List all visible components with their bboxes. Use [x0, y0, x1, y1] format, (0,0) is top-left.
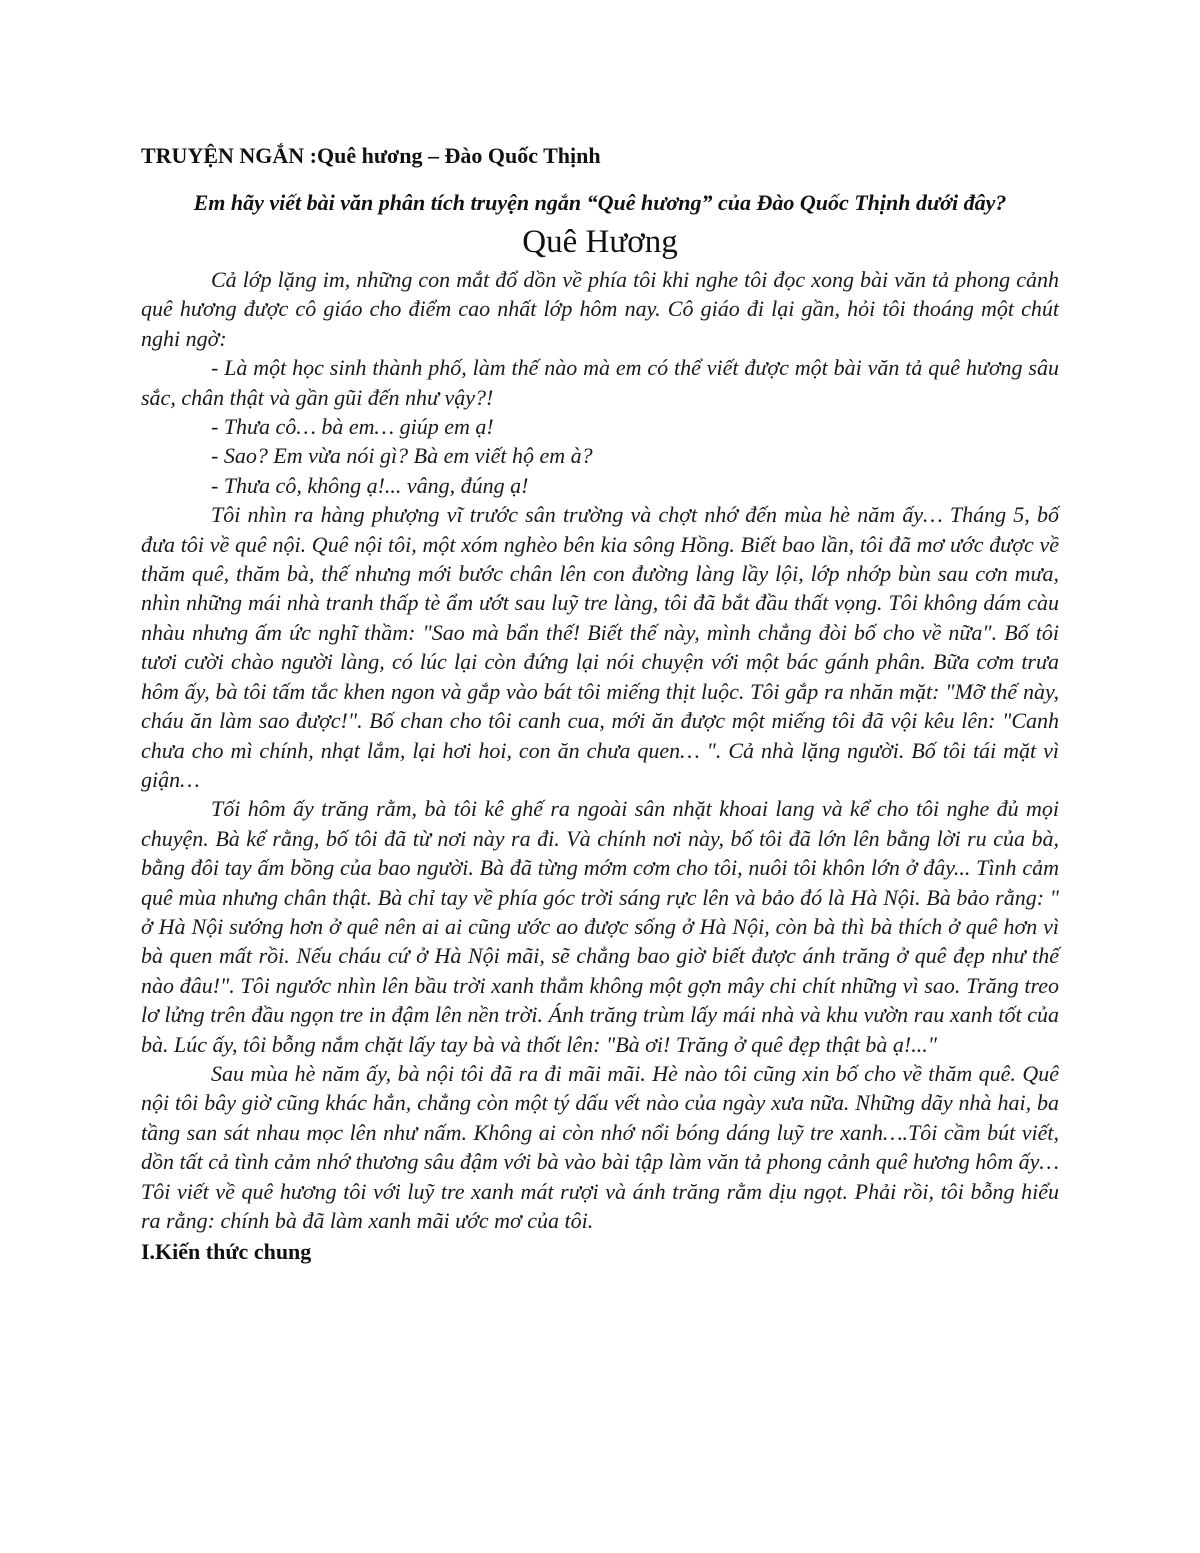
- document-heading: TRUYỆN NGẮN :Quê hương – Đào Quốc Thịnh: [141, 143, 601, 168]
- story-paragraph: Sau mùa hè năm ấy, bà nội tôi đã ra đi mãi mãi. Hè nào tôi cũng xin bố cho về thăm quê. Quê nội tôi bây giờ cũng khác hẳn, chẳng còn một tý dấu vết nào của ngày xưa nữa. Những dãy nhà hai, ba tầng san sát nhau mọc lên như nấm. Không ai còn nhớ nổi bóng dáng luỹ tre xanh….Tôi cầm bút viết, dồn tất cả tình cảm nhớ thương sâu đậm với bà vào bài tập làm văn tả phong cảnh quê hương hôm ấy… Tôi viết về quê hương tôi với luỹ tre xanh mát rượi và ánh trăng rằm dịu ngọt. Phải rồi, tôi bỗng hiểu ra rằng: chính bà đã làm xanh mãi ước mơ của tôi.: [141, 1060, 1059, 1233]
- story-paragraph: Tôi nhìn ra hàng phượng vĩ trước sân trường và chợt nhớ đến mùa hè năm ấy… Tháng 5, bố đưa tôi về quê nội. Quê nội tôi, một xóm nghèo bên kia sông Hồng. Biết bao lần, tôi đã mơ ước được về thăm quê, thăm bà, thế nhưng mới bước chân lên con đường làng lầy lội, lớp nhớp bùn sau cơn mưa, nhìn những mái nhà tranh thấp tè ẩm ướt sau luỹ tre làng, tôi đã bắt đầu thất vọng. Tôi không dám càu nhàu nhưng ấm ức nghĩ thầm: "Sao mà bẩn thế! Biết thế này, mình chẳng đòi bố cho về nữa". Bố tôi tươi cười chào người làng, có lúc lại còn đứng lại nói chuyện với một bác gánh phân. Bữa cơm trưa hôm ấy, bà tôi tấm tắc khen ngon và gắp vào bát tôi miếng thịt luộc. Tôi gắp ra nhăn mặt: "Mỡ thế này, cháu ăn làm sao được!". Bố chan cho tôi canh cua, mới ăn được một miếng tôi đã vội kêu lên: "Canh chưa cho mì chính, nhạt lắm, lại hơi hoi, con ăn chưa quen… ". Cả nhà lặng người. Bố tôi tái mặt vì giận…: [141, 502, 1059, 792]
- story-paragraph: Tối hôm ấy trăng rằm, bà tôi kê ghế ra ngoài sân nhặt khoai lang và kể cho tôi nghe đủ mọi chuyện. Bà kể rằng, bố tôi đã từ nơi này ra đi. Và chính nơi này, bố tôi đã lớn lên bằng lời ru của bà, bằng đôi tay ấm bồng của bao người. Bà đã từng mớm cơm cho tôi, nuôi tôi khôn lớn ở đây... Tình cảm quê mùa nhưng chân thật. Bà chỉ tay về phía góc trời sáng rực lên và bảo đó là Hà Nội. Bà bảo rằng: " ở Hà Nội sướng hơn ở quê nên ai ai cũng ước ao được sống ở Hà Nội, còn bà thì bà thích ở quê hơn vì bà quen mất rồi. Nếu cháu cứ ở Hà Nội mãi, sẽ chẳng bao giờ biết được ánh trăng ở quê đẹp như thế nào đâu!". Tôi ngước nhìn lên bầu trời xanh thẳm không một gợn mây chi chít những vì sao. Trăng treo lơ lửng trên đầu ngọn tre in đậm lên nền trời. Ánh trăng trùm lấy mái nhà và khu vườn rau xanh tốt của bà. Lúc ấy, tôi bỗng nắm chặt lấy tay bà và thốt lên: "Bà ơi! Trăng ở quê đẹp thật bà ạ!...": [141, 796, 1059, 1057]
- section-heading: I.Kiến thức chung: [141, 1239, 312, 1265]
- story-title: Quê Hương: [522, 224, 678, 260]
- story-paragraph: - Thưa cô… bà em… giúp em ạ!: [211, 414, 494, 440]
- document-content: [141, 141, 1059, 1267]
- assignment-question: Em hãy viết bài văn phân tích truyện ngắn “Quê hương” của Đào Quốc Thịnh dưới đây?: [193, 190, 1007, 215]
- story-paragraph: - Sao? Em vừa nói gì? Bà em viết hộ em à?: [211, 443, 593, 469]
- story-paragraph: - Là một học sinh thành phố, làm thế nào mà em có thể viết được một bài văn tả quê hương sâu sắc, chân thật và gần gũi đến như vậy?!: [141, 355, 1059, 410]
- story-paragraph: - Thưa cô, không ạ!... vâng, đúng ạ!: [211, 472, 529, 498]
- story-paragraph: Cả lớp lặng im, những con mắt đổ dồn về phía tôi khi nghe tôi đọc xong bài văn tả phong cảnh quê hương được cô giáo cho điểm cao nhất lớp hôm nay. Cô giáo đi lại gần, hỏi tôi thoáng một chút nghi ngờ:: [141, 267, 1059, 351]
- story-body: [141, 265, 1059, 1235]
